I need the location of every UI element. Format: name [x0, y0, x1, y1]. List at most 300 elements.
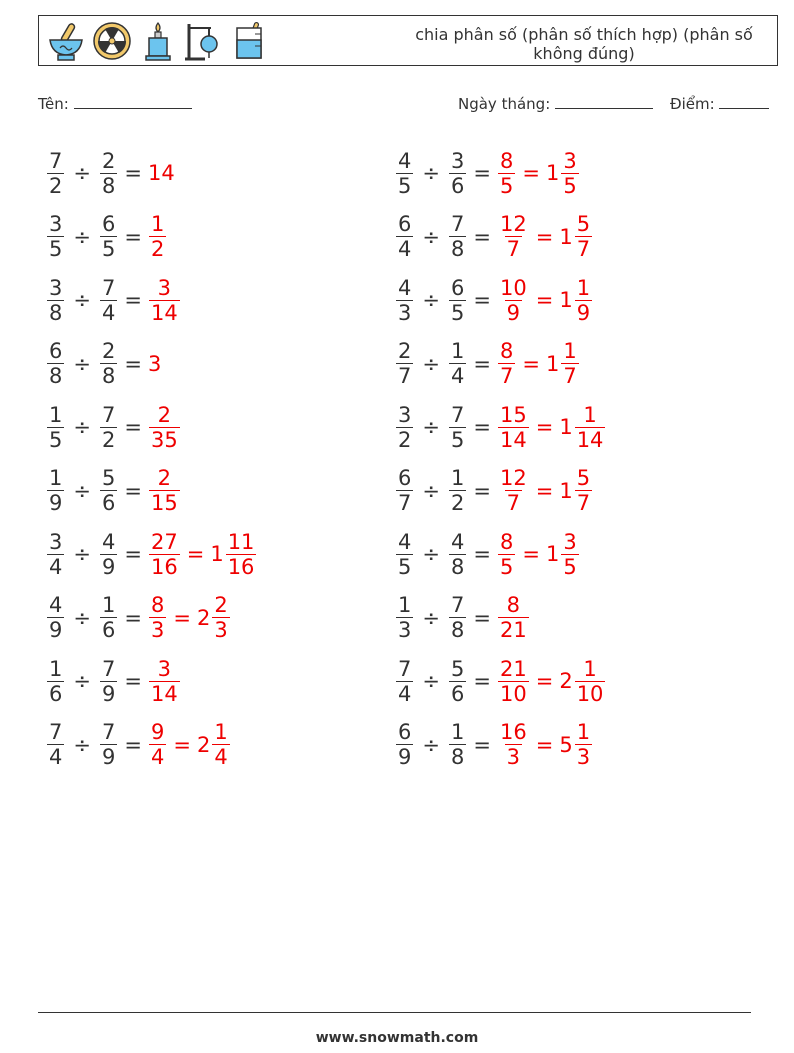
divisor-fraction-denominator: 9 — [101, 681, 116, 706]
divisor-fraction — [449, 466, 466, 515]
mixed-fraction-part-denominator: 5 — [563, 173, 577, 198]
answer-fraction — [498, 149, 515, 198]
divisor-fraction-denominator: 8 — [450, 745, 465, 769]
answer-fraction-denominator: 14 — [150, 681, 178, 706]
answer-fraction — [498, 339, 515, 388]
mixed-fraction-part-denominator: 3 — [214, 618, 228, 642]
header-icons — [45, 20, 271, 62]
answer-fraction-numerator: 3 — [157, 656, 172, 681]
answer — [497, 593, 530, 642]
divisor-fraction — [449, 593, 466, 642]
divide-sign: ÷ — [422, 732, 440, 757]
answer-fraction — [498, 466, 529, 515]
dividend-fraction-numerator: 7 — [49, 148, 63, 173]
dividend-fraction-denominator: 9 — [49, 491, 63, 515]
mixed-whole-part: 1 — [545, 351, 560, 376]
divisor-fraction-numerator: 6 — [450, 275, 465, 300]
equals-sign: = — [473, 288, 491, 312]
answer-fraction-denominator: 7 — [506, 237, 521, 261]
equals-sign: = — [522, 161, 540, 185]
dividend-fraction-numerator: 4 — [398, 529, 412, 554]
equals-sign: = — [535, 732, 554, 757]
date-blank[interactable] — [555, 94, 653, 109]
answer-fraction-denominator: 4 — [150, 745, 165, 769]
divisor-fraction — [100, 530, 117, 579]
dividend-fraction-denominator: 4 — [49, 745, 63, 769]
divide-sign: ÷ — [422, 605, 440, 630]
answer — [148, 161, 175, 185]
divide-sign: ÷ — [422, 351, 440, 376]
name-field — [38, 94, 192, 113]
divisor-fraction-numerator: 7 — [450, 593, 465, 617]
mixed-fraction-part-numerator: 11 — [227, 529, 255, 554]
divisor-fraction — [449, 339, 466, 388]
divisor-fraction-numerator: 1 — [450, 720, 465, 744]
dividend-fraction-numerator: 6 — [49, 339, 63, 363]
divisor-fraction-denominator: 6 — [450, 681, 465, 706]
divide-sign: ÷ — [73, 669, 91, 693]
equals-sign: = — [473, 351, 491, 376]
mixed-fraction-part-denominator: 3 — [576, 745, 591, 769]
divisor-fraction-numerator: 7 — [101, 275, 116, 300]
dividend-fraction — [47, 593, 64, 642]
mixed-whole-part: 1 — [559, 478, 573, 503]
answer — [148, 212, 167, 261]
dividend-fraction — [47, 720, 64, 769]
worksheet-title: chia phân số (phân số thích hợp) (phân số không đúng) — [415, 25, 753, 63]
divide-sign: ÷ — [73, 478, 91, 503]
problem-item — [46, 206, 167, 268]
answer-fraction-numerator: 8 — [150, 593, 165, 617]
divisor-fraction-numerator: 1 — [101, 593, 116, 617]
dividend-fraction-denominator: 2 — [398, 427, 412, 452]
dividend-fraction-denominator: 9 — [49, 618, 63, 642]
divide-sign: ÷ — [422, 161, 440, 185]
answer-fraction — [149, 466, 180, 515]
problem-item — [395, 142, 580, 204]
problem-item — [46, 396, 181, 458]
problem-item — [395, 523, 580, 585]
dividend-fraction — [47, 276, 64, 325]
name-blank[interactable] — [74, 94, 192, 109]
worksheet-header — [38, 15, 778, 66]
dividend-fraction-numerator: 1 — [49, 466, 63, 490]
answer — [497, 149, 580, 198]
answer — [148, 403, 181, 452]
mixed-fraction-part-denominator: 7 — [576, 491, 591, 515]
dividend-fraction — [47, 657, 64, 706]
date-field — [458, 94, 653, 113]
divisor-fraction-denominator: 2 — [101, 427, 116, 452]
dividend-fraction-denominator: 6 — [49, 681, 63, 706]
answer-fraction-numerator: 2 — [157, 466, 172, 490]
dividend-fraction-numerator: 1 — [49, 402, 63, 427]
answer-fraction — [498, 720, 529, 769]
answer-fraction-denominator: 35 — [150, 427, 178, 452]
answer — [148, 720, 231, 769]
divisor-fraction — [449, 149, 466, 198]
answer-fraction-numerator: 8 — [506, 593, 521, 617]
mixed-whole-part: 5 — [559, 732, 573, 757]
problem-item — [46, 269, 181, 331]
mixed-fraction-part-denominator: 4 — [214, 745, 228, 769]
equals-sign: = — [535, 415, 554, 439]
mixed-whole-part: 1 — [559, 224, 573, 249]
dividend-fraction-denominator: 4 — [49, 554, 63, 579]
dividend-fraction — [396, 466, 413, 515]
mortar-pestle-icon — [45, 20, 87, 62]
answer — [497, 339, 580, 388]
dividend-fraction — [47, 403, 64, 452]
answer-fraction-numerator: 2 — [157, 402, 172, 427]
divisor-fraction-denominator: 8 — [450, 554, 465, 579]
divisor-fraction-numerator: 5 — [450, 656, 465, 681]
dividend-fraction-denominator: 3 — [398, 618, 412, 642]
divisor-fraction-denominator: 9 — [101, 554, 116, 579]
divisor-fraction-numerator: 7 — [450, 402, 465, 427]
answer-fraction-numerator: 8 — [499, 148, 514, 173]
score-blank[interactable] — [719, 94, 769, 109]
dividend-fraction — [396, 403, 413, 452]
divisor-fraction-numerator: 4 — [101, 529, 116, 554]
dividend-fraction-numerator: 4 — [49, 593, 63, 617]
divisor-fraction-denominator: 6 — [450, 173, 465, 198]
mixed-fraction-part-numerator: 1 — [576, 720, 591, 744]
answer-fraction — [498, 657, 529, 706]
score-field — [670, 94, 769, 113]
bunsen-burner-icon — [137, 20, 179, 62]
answer — [148, 530, 257, 579]
divisor-fraction-numerator: 5 — [101, 466, 116, 490]
answer — [497, 530, 580, 579]
answer-fraction-denominator: 14 — [150, 300, 178, 325]
problem-item — [395, 650, 606, 712]
mixed-fraction-part — [212, 720, 229, 769]
answer-fraction-denominator: 5 — [499, 173, 514, 198]
mixed-whole-part: 1 — [545, 161, 560, 185]
problem-item — [46, 587, 231, 649]
divide-sign: ÷ — [73, 161, 91, 185]
dividend-fraction-numerator: 2 — [398, 339, 412, 363]
divide-sign: ÷ — [422, 288, 440, 312]
answer-fraction-denominator: 10 — [499, 681, 527, 706]
answer-fraction-numerator: 1 — [150, 212, 165, 236]
dividend-fraction-denominator: 7 — [398, 364, 412, 388]
divisor-fraction — [449, 403, 466, 452]
dividend-fraction-denominator: 7 — [398, 491, 412, 515]
dividend-fraction-denominator: 4 — [398, 237, 412, 261]
dividend-fraction-denominator: 5 — [49, 237, 63, 261]
answer-fraction-numerator: 3 — [157, 275, 172, 300]
divisor-fraction-denominator: 6 — [101, 491, 116, 515]
answer-fraction-numerator: 12 — [499, 212, 527, 236]
equals-sign: = — [473, 732, 491, 757]
dividend-fraction — [47, 530, 64, 579]
mixed-fraction-part — [575, 466, 592, 515]
divide-sign: ÷ — [73, 415, 91, 439]
dividend-fraction-numerator: 6 — [398, 212, 412, 236]
retort-stand-icon — [183, 20, 225, 62]
equals-sign: = — [473, 605, 491, 630]
dividend-fraction — [396, 657, 413, 706]
equals-sign: = — [124, 732, 142, 757]
problem-item — [46, 460, 181, 522]
equals-sign: = — [535, 669, 554, 693]
answer — [148, 466, 181, 515]
dividend-fraction-denominator: 8 — [49, 300, 63, 325]
radiation-icon — [91, 20, 133, 62]
dividend-fraction — [396, 276, 413, 325]
answer — [497, 466, 593, 515]
mixed-whole-part: 1 — [559, 415, 573, 439]
divide-sign: ÷ — [422, 542, 440, 566]
dividend-fraction — [47, 466, 64, 515]
equals-sign: = — [473, 669, 491, 693]
problem-item — [395, 714, 593, 776]
score-label: Điểm: — [670, 95, 715, 113]
dividend-fraction-numerator: 7 — [398, 656, 412, 681]
problem-item — [395, 206, 593, 268]
dividend-fraction-numerator: 1 — [398, 593, 412, 617]
answer-fraction-denominator: 5 — [499, 554, 514, 579]
equals-sign: = — [124, 605, 142, 630]
dividend-fraction-denominator: 4 — [398, 681, 412, 706]
mixed-whole-part: 2 — [559, 669, 573, 693]
answer — [497, 720, 593, 769]
dividend-fraction-numerator: 3 — [49, 529, 63, 554]
mixed-fraction-part — [575, 657, 606, 706]
answer-fraction — [149, 657, 180, 706]
divide-sign: ÷ — [422, 415, 440, 439]
mixed-whole-part: 2 — [196, 732, 211, 757]
divisor-fraction-denominator: 5 — [450, 300, 465, 325]
dividend-fraction — [396, 339, 413, 388]
equals-sign: = — [473, 161, 491, 185]
divide-sign: ÷ — [73, 732, 91, 757]
equals-sign: = — [186, 542, 205, 566]
divisor-fraction-numerator: 7 — [450, 212, 465, 236]
dividend-fraction-denominator: 3 — [398, 300, 412, 325]
divisor-fraction-numerator: 6 — [101, 212, 116, 236]
equals-sign: = — [124, 288, 142, 312]
problem-item — [46, 650, 181, 712]
mixed-fraction-part-denominator: 7 — [563, 364, 577, 388]
equals-sign: = — [522, 542, 540, 566]
problem-item — [46, 523, 257, 585]
answer-fraction-numerator: 8 — [499, 529, 514, 554]
dividend-fraction-numerator: 1 — [49, 656, 63, 681]
name-label: Tên: — [38, 95, 69, 113]
answer-fraction — [149, 720, 166, 769]
mixed-whole-part: 1 — [559, 288, 573, 312]
answer-fraction — [498, 212, 529, 261]
answer-fraction-denominator: 3 — [150, 618, 165, 642]
problem-item — [395, 396, 606, 458]
mixed-fraction-part-numerator: 1 — [583, 656, 597, 681]
mixed-fraction-part-denominator: 16 — [227, 554, 255, 579]
answer-fraction-denominator: 7 — [506, 491, 521, 515]
divisor-fraction — [449, 276, 466, 325]
divisor-fraction-numerator: 2 — [101, 339, 116, 363]
divide-sign: ÷ — [73, 605, 91, 630]
divisor-fraction-denominator: 4 — [101, 300, 116, 325]
answer-fraction-numerator: 27 — [150, 529, 178, 554]
mixed-fraction-part-numerator: 3 — [563, 529, 577, 554]
mixed-whole-part: 1 — [210, 542, 224, 566]
answer — [148, 352, 161, 376]
mixed-fraction-part — [575, 720, 592, 769]
divisor-fraction — [100, 466, 117, 515]
answer-fraction-numerator: 9 — [150, 720, 165, 744]
dividend-fraction-numerator: 4 — [398, 148, 412, 173]
divisor-fraction-numerator: 2 — [101, 148, 116, 173]
problem-item — [395, 460, 593, 522]
answer-fraction-numerator: 12 — [499, 466, 527, 490]
dividend-fraction-numerator: 6 — [398, 466, 412, 490]
divisor-fraction-denominator: 8 — [450, 618, 465, 642]
answer-fraction — [498, 593, 529, 642]
dividend-fraction-numerator: 3 — [398, 402, 412, 427]
answer-fraction-denominator: 2 — [150, 237, 165, 261]
dividend-fraction — [396, 720, 413, 769]
answer-fraction — [498, 403, 529, 452]
answer-fraction-denominator: 3 — [506, 745, 521, 769]
mixed-whole-part: 2 — [196, 605, 211, 630]
divisor-fraction-denominator: 4 — [450, 364, 465, 388]
mixed-fraction-part-numerator: 1 — [583, 402, 597, 427]
answer-fraction-denominator: 9 — [506, 300, 521, 325]
divide-sign: ÷ — [73, 288, 91, 312]
divisor-fraction — [449, 657, 466, 706]
equals-sign: = — [124, 478, 142, 503]
mixed-fraction-part — [226, 530, 257, 579]
problem-item — [46, 714, 231, 776]
divisor-fraction-numerator: 1 — [450, 339, 465, 363]
answer-fraction-numerator: 8 — [499, 339, 514, 363]
mixed-fraction-part — [212, 593, 229, 642]
answer-fraction-denominator: 21 — [499, 618, 527, 642]
problem-item — [46, 333, 161, 395]
mixed-fraction-part — [575, 276, 592, 325]
dividend-fraction-numerator: 3 — [49, 275, 63, 300]
divisor-fraction-numerator: 7 — [101, 656, 116, 681]
divisor-fraction — [100, 657, 117, 706]
divisor-fraction-denominator: 8 — [101, 173, 116, 198]
divisor-fraction — [449, 720, 466, 769]
dividend-fraction — [396, 593, 413, 642]
dividend-fraction-denominator: 5 — [398, 173, 412, 198]
answer-fraction — [149, 403, 180, 452]
answer — [497, 212, 593, 261]
divisor-fraction — [100, 212, 117, 261]
answer-fraction-denominator: 7 — [499, 364, 514, 388]
mixed-fraction-part — [561, 149, 578, 198]
answer-fraction-numerator: 21 — [499, 656, 527, 681]
mixed-fraction-part — [575, 212, 592, 261]
mixed-fraction-part-numerator: 3 — [563, 148, 577, 173]
mixed-fraction-part-denominator: 9 — [576, 300, 591, 325]
equals-sign: = — [473, 478, 491, 503]
mixed-fraction-part-numerator: 5 — [576, 212, 591, 236]
mixed-fraction-part-numerator: 5 — [576, 466, 591, 490]
answer — [497, 403, 606, 452]
problem-item — [395, 587, 530, 649]
mixed-fraction-part — [575, 403, 606, 452]
divisor-fraction — [100, 149, 117, 198]
divisor-fraction-denominator: 8 — [101, 364, 116, 388]
dividend-fraction — [396, 530, 413, 579]
divisor-fraction-denominator: 6 — [101, 618, 116, 642]
date-label: Ngày tháng: — [458, 95, 551, 113]
mixed-fraction-part-numerator: 1 — [214, 720, 228, 744]
answer-fraction-denominator: 14 — [499, 427, 527, 452]
mixed-fraction-part-denominator: 14 — [576, 427, 604, 452]
equals-sign: = — [124, 669, 142, 693]
divide-sign: ÷ — [422, 478, 440, 503]
equals-sign: = — [473, 224, 491, 249]
dividend-fraction-numerator: 4 — [398, 275, 412, 300]
equals-sign: = — [124, 161, 142, 185]
divide-sign: ÷ — [422, 224, 440, 249]
divisor-fraction — [100, 403, 117, 452]
mixed-fraction-part-denominator: 10 — [576, 681, 604, 706]
dividend-fraction — [47, 149, 64, 198]
dividend-fraction — [47, 212, 64, 261]
dividend-fraction-numerator: 7 — [49, 720, 63, 744]
answer-fraction — [498, 276, 529, 325]
equals-sign: = — [124, 351, 142, 376]
divisor-fraction — [100, 720, 117, 769]
answer-fraction-denominator: 15 — [150, 491, 178, 515]
dividend-fraction-denominator: 9 — [398, 745, 412, 769]
divide-sign: ÷ — [73, 351, 91, 376]
dividend-fraction — [47, 339, 64, 388]
dividend-fraction-denominator: 5 — [398, 554, 412, 579]
divisor-fraction-denominator: 9 — [101, 745, 116, 769]
answer — [148, 593, 231, 642]
divide-sign: ÷ — [73, 224, 91, 249]
answer — [497, 276, 593, 325]
footer-divider — [38, 1012, 751, 1013]
answer-fraction — [149, 593, 166, 642]
answer-whole-number: 14 — [147, 161, 175, 185]
divisor-fraction-denominator: 2 — [450, 491, 465, 515]
divide-sign: ÷ — [422, 669, 440, 693]
divide-sign: ÷ — [73, 542, 91, 566]
divisor-fraction-numerator: 4 — [450, 529, 465, 554]
problem-item — [395, 333, 580, 395]
answer-fraction — [149, 276, 180, 325]
dividend-fraction-numerator: 3 — [49, 212, 63, 236]
footer-url: www.snowmath.com — [315, 1030, 479, 1046]
mixed-fraction-part-denominator: 7 — [576, 237, 591, 261]
equals-sign: = — [173, 605, 191, 630]
equals-sign: = — [124, 415, 142, 439]
answer-fraction-numerator: 16 — [499, 720, 527, 744]
problem-item — [395, 269, 593, 331]
divisor-fraction-denominator: 5 — [101, 237, 116, 261]
dividend-fraction — [396, 212, 413, 261]
divisor-fraction — [449, 530, 466, 579]
mixed-fraction-part — [561, 339, 578, 388]
answer — [497, 657, 606, 706]
answer-fraction-numerator: 10 — [499, 275, 527, 300]
answer-fraction-denominator: 16 — [150, 554, 178, 579]
answer-fraction — [149, 212, 166, 261]
divisor-fraction-numerator: 7 — [101, 720, 116, 744]
divisor-fraction-denominator: 8 — [450, 237, 465, 261]
mixed-fraction-part-denominator: 5 — [563, 554, 577, 579]
